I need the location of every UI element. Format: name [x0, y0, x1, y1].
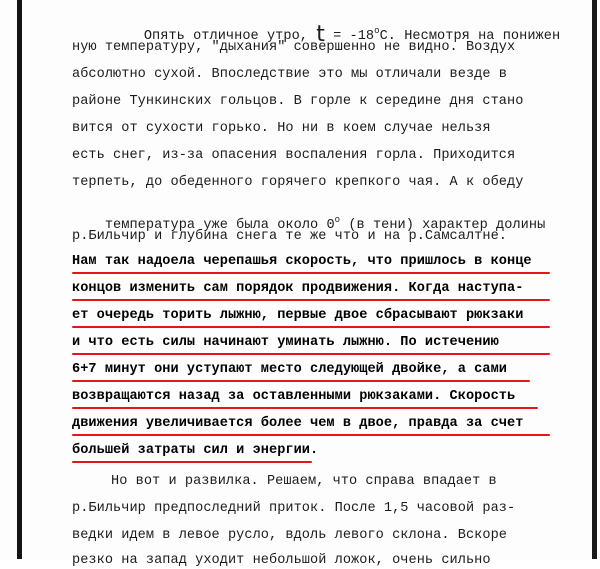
red-underline-6 [72, 407, 538, 409]
text-line-11: концов изменить сам порядок продвижения. Когда наступа- [72, 281, 524, 296]
text-line-12: ет очередь торить лыжню, первые двое сбрасывают рюкзаки [72, 308, 524, 323]
text-line-15: возвращаются назад за оставленными рюкзаками. Скорость [72, 389, 516, 404]
text-line-19: р.Бильчир предпоследний приток. После 1,5 часовой раз- [72, 501, 516, 516]
degree-mark: o [374, 26, 380, 36]
text-line-6: есть снег, из-за опасения воспаления горла. Приходится [72, 148, 516, 163]
text-line-14: 6+7 минут они уступают место следующей двойке, а сами [72, 362, 508, 377]
text-line-20: ведки идем в левое русло, вдоль левого склона. Вскоре [72, 528, 508, 543]
line-1-temp: = -18 [324, 29, 375, 44]
text-line-16: движения увеличивается более чем в двое, правда за счет [72, 416, 524, 431]
text-line-5: вится от сухости горько. Но ни в коем случае нельзя [72, 121, 491, 136]
text-line-4: районе Тункинских гольцов. В горле к середине дня стано [72, 94, 524, 109]
red-underline-8 [72, 461, 312, 463]
text-line-10: Нам так надоела черепашья скорость, что пришлось в конце [72, 254, 532, 269]
red-underline-4 [72, 353, 550, 355]
line-1-prefix: Опять отличное утро, [143, 29, 317, 44]
left-page-edge [17, 0, 22, 559]
degree-mark-2: o [334, 215, 341, 225]
line-1-rest: C. Несмотря на понижен [379, 29, 561, 44]
red-underline-2 [72, 299, 550, 301]
line-8-end: (в тени) характер долины [340, 218, 546, 233]
red-underline-1 [72, 272, 550, 274]
red-underline-5 [72, 380, 530, 382]
text-line-17: большей затраты сил и энергии. [72, 443, 319, 458]
time-symbol: t [316, 22, 325, 47]
line-8-start: температура уже была около 0 [104, 218, 335, 233]
red-underline-3 [72, 326, 550, 328]
text-line-7: терпеть, до обеденного горячего крепкого чая. А к обеду [72, 175, 524, 190]
text-line-9: р.Бильчир и глубина снега те же что и на р.Самсалтне. [72, 229, 508, 244]
text-line-13: и что есть силы начинают уминать лыжню. По истечению [72, 335, 499, 350]
right-page-edge [592, 0, 597, 559]
text-line-3: абсолютно сухой. Впоследствие это мы отличали везде в [72, 67, 508, 82]
text-line-21: резко на запад уходит небольшой ложок, очень сильно [72, 553, 491, 568]
text-line-18: Но вот и развилка. Решаем, что справа впадает в [111, 474, 497, 489]
red-underline-7 [72, 434, 550, 436]
text-line-2: ную температуру, "дыхания" совершенно не видно. Воздух [72, 40, 516, 55]
